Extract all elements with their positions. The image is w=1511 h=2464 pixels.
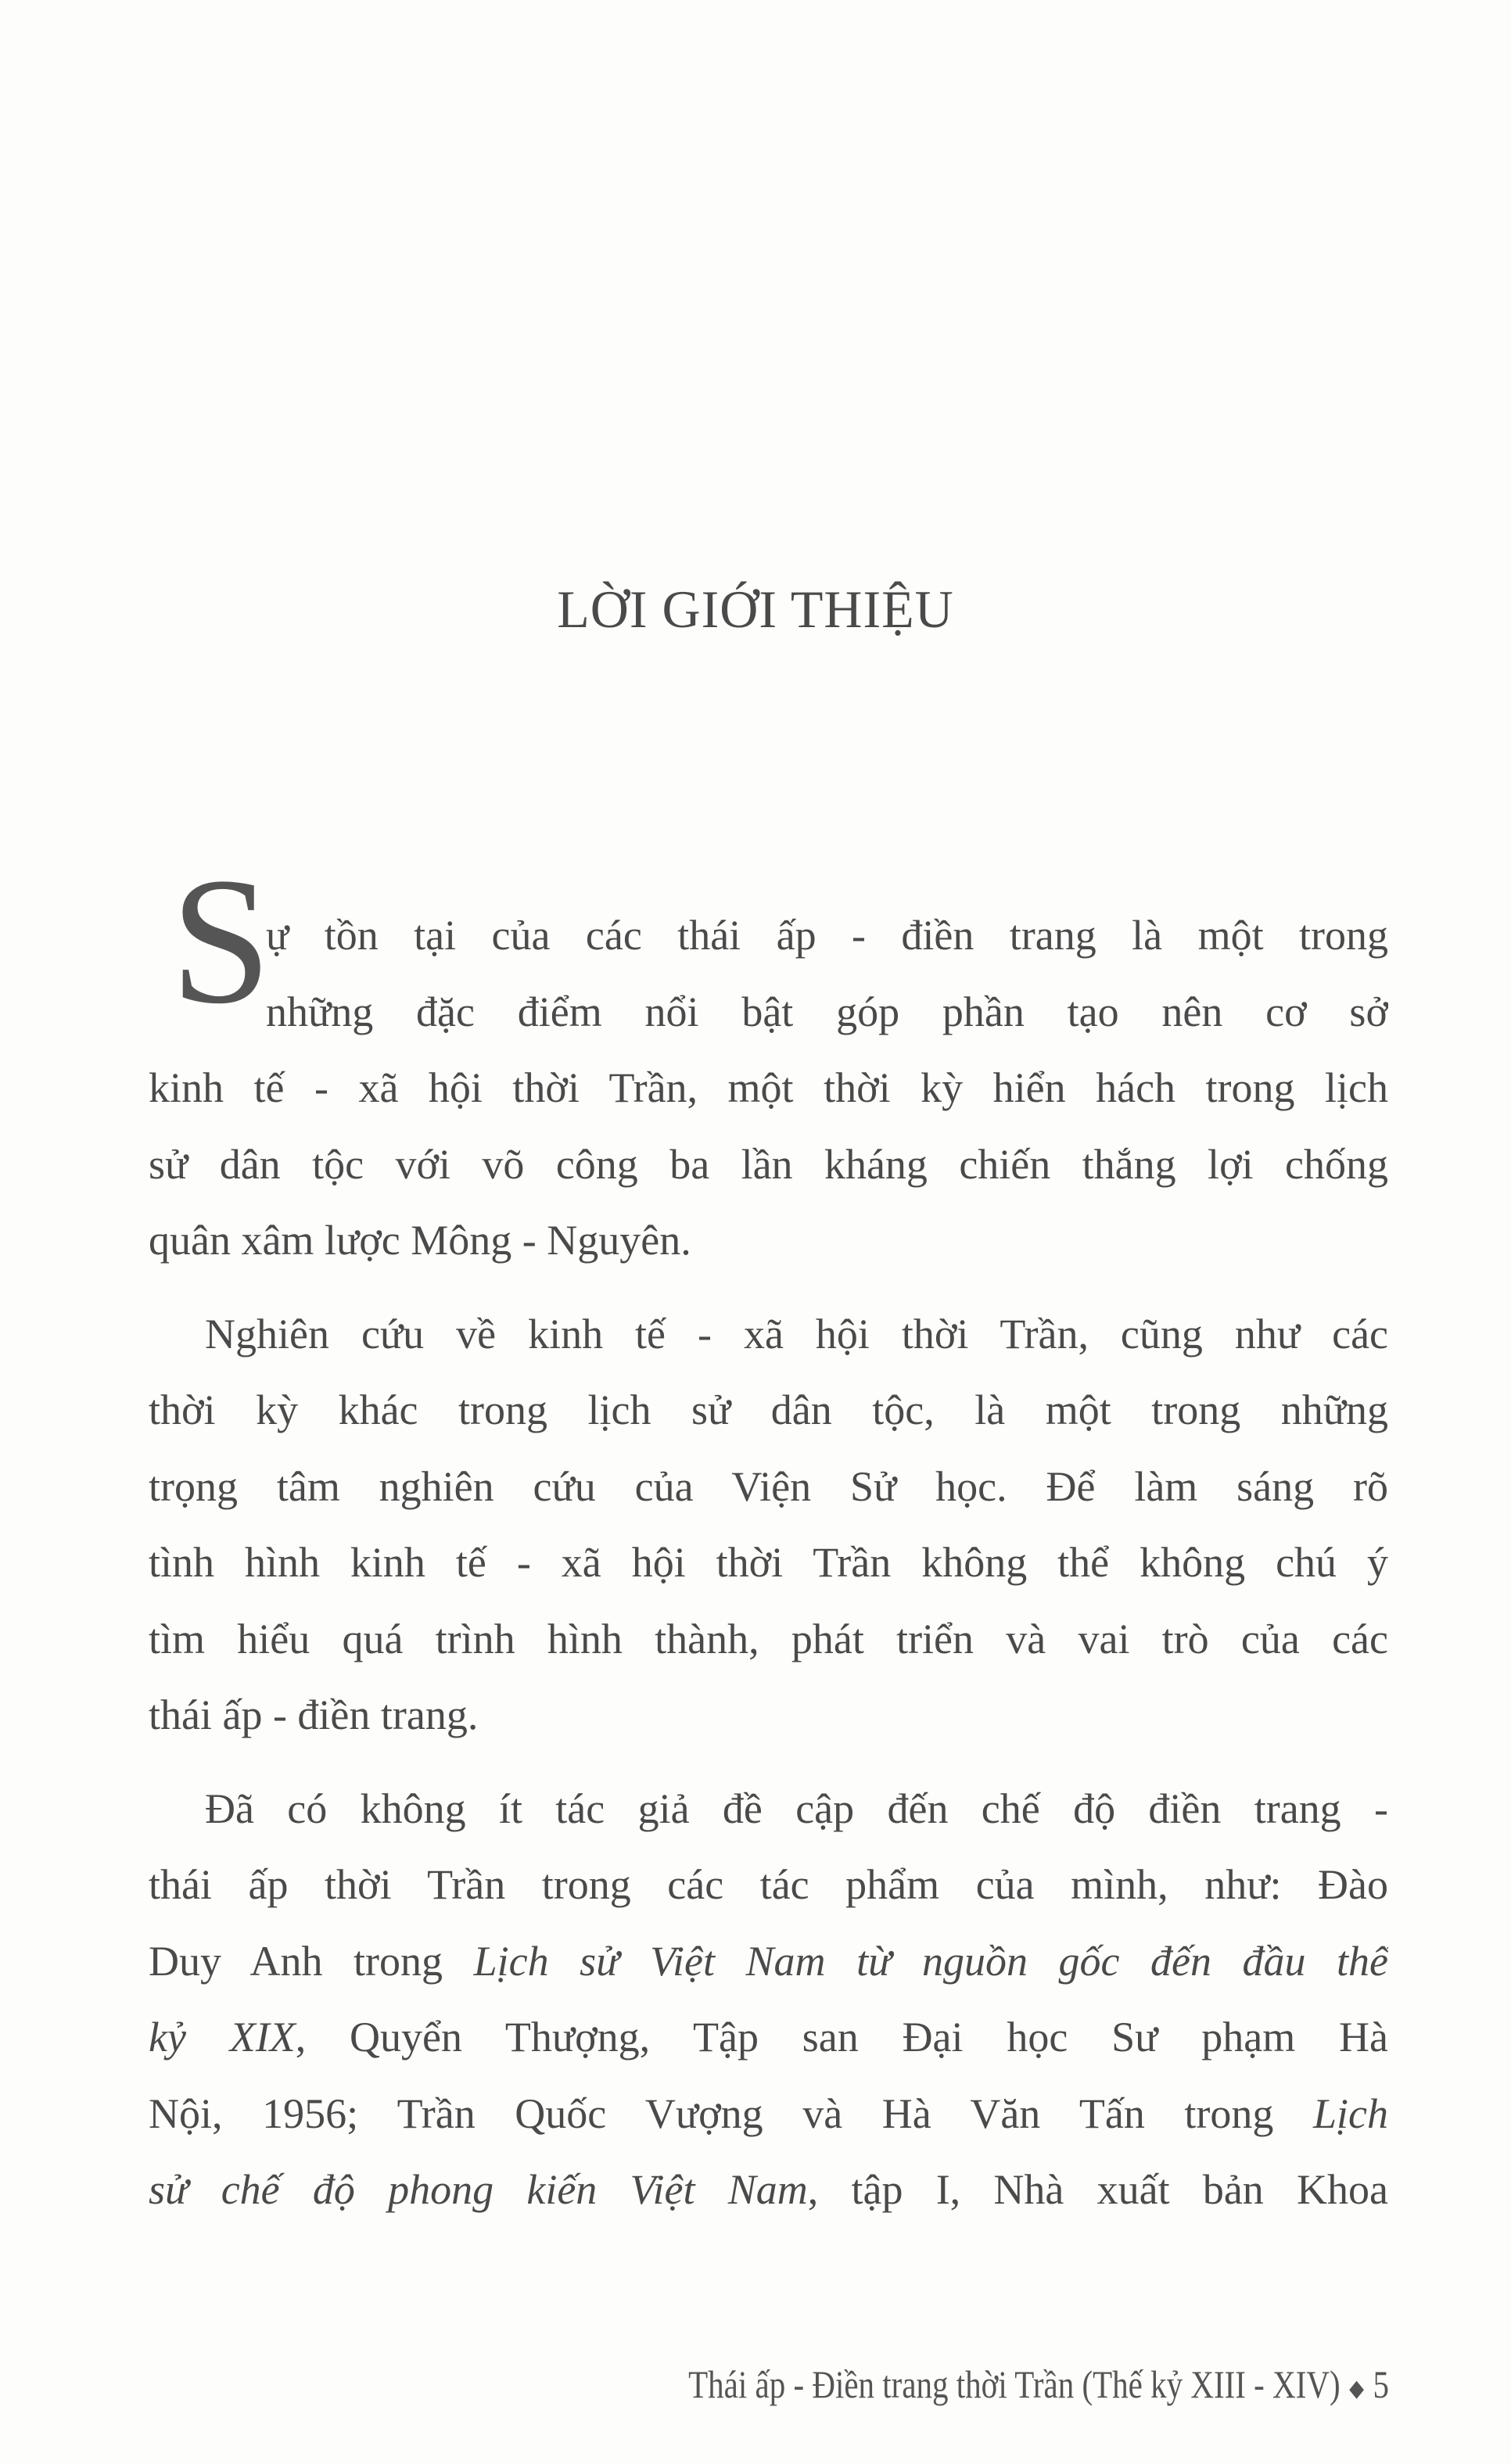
text-line — [149, 1601, 1388, 1678]
text-line — [149, 1372, 1388, 1449]
page-title: LỜI GIỚI THIỆU — [557, 579, 954, 639]
text-segment: Nội, 1956; Trần Quốc Vượng và Hà Văn Tấn trong — [149, 2089, 1313, 2137]
italic-title-segment: Lịch — [1312, 2089, 1388, 2137]
text-line — [149, 974, 1388, 1051]
text-segment: , tập I, Nhà xuất bản Khoa — [807, 2166, 1388, 2213]
text-line — [149, 2076, 1388, 2153]
text-segment: quân xâm lược Mông - Nguyên. — [149, 1217, 691, 1264]
body-text — [149, 898, 1388, 2246]
text-line — [149, 898, 1388, 974]
text-line — [149, 1127, 1388, 1203]
text-line — [149, 2152, 1388, 2229]
text-segment: sử dân tộc với võ công ba lần kháng chiến thắng lợi chống — [149, 1140, 1388, 1188]
text-line — [149, 1924, 1388, 2000]
text-segment: thái ấp - điền trang. — [149, 1691, 479, 1738]
drop-cap: S — [170, 841, 272, 1042]
text-segment: tìm hiểu quá trình hình thành, phát triển và vai trò của các — [149, 1615, 1388, 1662]
text-segment: Nghiên cứu về kinh tế - xã hội thời Trần, cũng như các — [205, 1310, 1388, 1358]
text-line — [149, 1203, 1388, 1279]
text-line — [149, 1449, 1388, 1526]
text-segment: Duy Anh trong — [149, 1937, 474, 1985]
running-title: Thái ấp - Điền trang thời Trần (Thế kỷ XIII - XIV) — [688, 2362, 1341, 2406]
text-segment: ự tồn tại của các thái ấp - điền trang là một trong — [266, 912, 1388, 959]
text-segment: tình hình kinh tế - xã hội thời Trần không thể không chú ý — [149, 1539, 1388, 1586]
paragraph — [149, 898, 1388, 1279]
text-segment: thái ấp thời Trần trong các tác phẩm của mình, như: Đào — [149, 1861, 1388, 1908]
running-footer — [678, 2362, 1389, 2407]
text-line — [149, 1525, 1388, 1601]
page-number: 5 — [1373, 2362, 1389, 2406]
text-segment: , Quyển Thượng, Tập san Đại học Sư phạm Hà — [295, 2014, 1388, 2061]
text-line — [149, 1847, 1388, 1924]
text-line — [149, 1297, 1388, 1373]
text-segment: những đặc điểm nổi bật góp phần tạo nên cơ sở — [266, 988, 1388, 1035]
text-segment: trọng tâm nghiên cứu của Viện Sử học. Để làm sáng rõ — [149, 1462, 1388, 1510]
paragraph — [149, 1771, 1388, 2229]
italic-title-segment: kỷ XIX — [149, 2014, 296, 2061]
italic-title-segment: sử chế độ phong kiến Việt Nam — [149, 2166, 808, 2213]
text-segment: thời kỳ khác trong lịch sử dân tộc, là một trong những — [149, 1386, 1388, 1433]
text-line — [149, 1771, 1388, 1848]
text-segment: Đã có không ít tác giả đề cập đến chế độ điền trang - — [205, 1784, 1388, 1832]
text-line — [149, 1050, 1388, 1127]
text-line — [149, 2000, 1388, 2076]
text-segment: kinh tế - xã hội thời Trần, một thời kỳ hiển hách trong lịch — [149, 1064, 1388, 1111]
diamond-icon: ◆ — [1349, 2376, 1365, 2402]
italic-title-segment: Lịch sử Việt Nam từ nguồn gốc đến đầu thế — [473, 1937, 1388, 1985]
text-line — [149, 1677, 1388, 1754]
paragraph — [149, 1297, 1388, 1754]
